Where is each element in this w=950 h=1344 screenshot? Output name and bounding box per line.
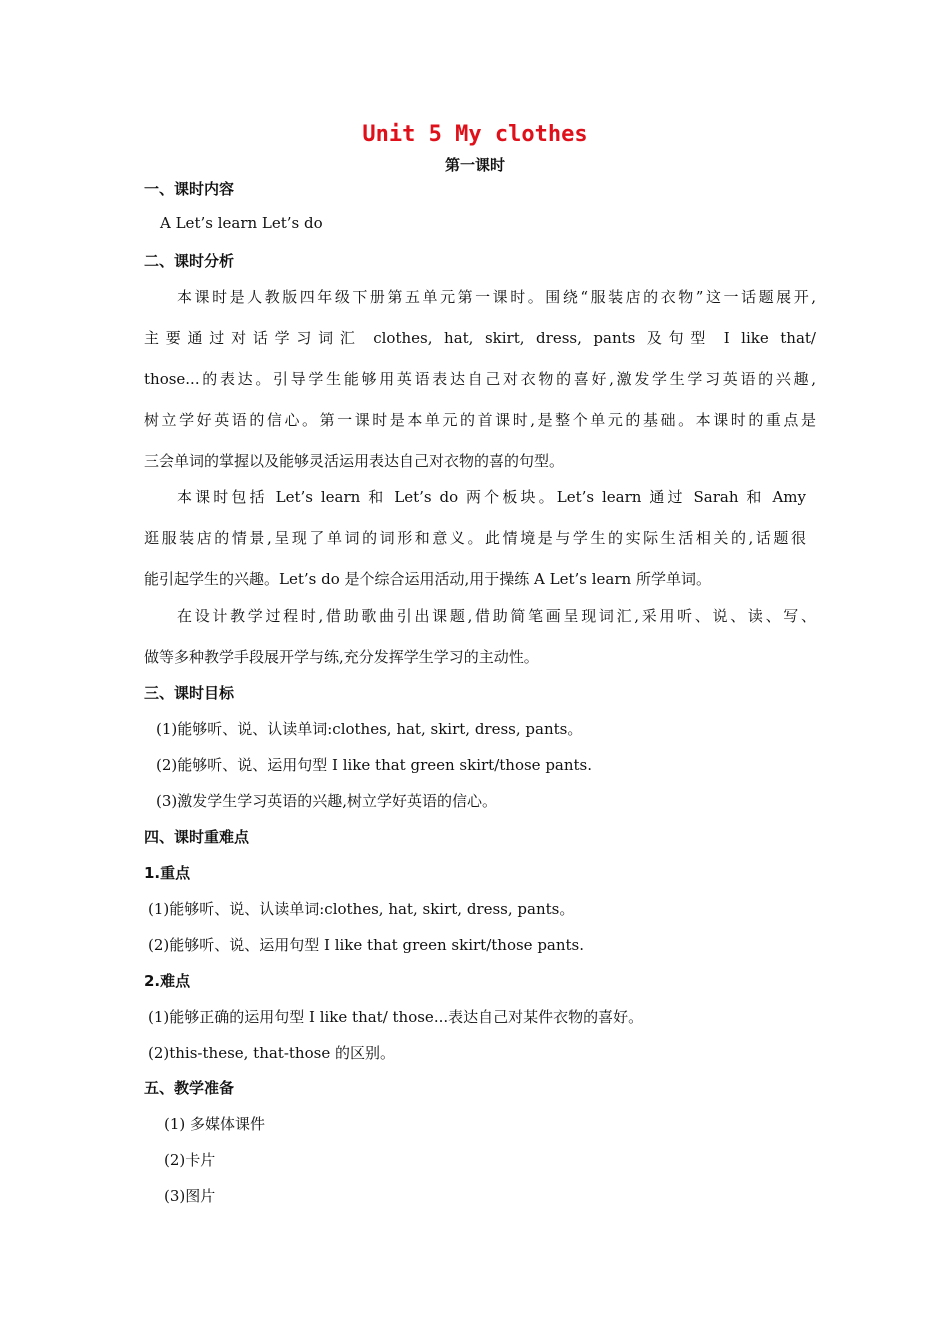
- key-points-heading: 1.重点: [144, 864, 191, 882]
- section-heading-analysis: 二、课时分析: [144, 252, 235, 270]
- preparation-item: (2)卡片: [164, 1151, 216, 1169]
- preparation-item: (1) 多媒体课件: [164, 1115, 266, 1133]
- section-heading-objectives: 三、课时目标: [144, 684, 235, 702]
- difficult-point-item: (2)this-these, that-those 的区别。: [148, 1044, 395, 1062]
- analysis-paragraph-line: 在设计教学过程时,借助歌曲引出课题,借助简笔画呈现词汇,采用听、说、读、写、: [177, 607, 816, 625]
- key-point-item: (1)能够听、说、认读单词:clothes, hat, skirt, dress, pants。: [148, 900, 575, 918]
- analysis-paragraph-line: 能引起学生的兴趣。Let’s do 是个综合运用活动,用于操练 A Let’s learn 所学单词。: [144, 570, 711, 588]
- objective-item: (1)能够听、说、认读单词:clothes, hat, skirt, dress, pants。: [156, 720, 583, 738]
- lesson-subtitle: 第一课时: [444, 156, 505, 174]
- section-heading-key-difficult: 四、课时重难点: [144, 828, 250, 846]
- key-point-item: (2)能够听、说、运用句型 I like that green skirt/those pants.: [148, 936, 585, 954]
- analysis-paragraph-line: 逛服装店的情景,呈现了单词的词形和意义。此情境是与学生的实际生活相关的,话题很: [144, 529, 806, 547]
- analysis-paragraph-line: those...的表达。引导学生能够用英语表达自己对衣物的喜好,激发学生学习英语的兴趣,: [144, 370, 816, 388]
- difficult-points-heading: 2.难点: [144, 972, 191, 990]
- objective-item: (2)能够听、说、运用句型 I like that green skirt/those pants.: [156, 756, 593, 774]
- document-title: Unit 5 My clothes: [362, 122, 588, 147]
- section-heading-content: 一、课时内容: [144, 180, 235, 198]
- lesson-content-text: A Let’s learn Let’s do: [160, 214, 323, 232]
- preparation-item: (3)图片: [164, 1187, 216, 1205]
- section-heading-preparation: 五、教学准备: [144, 1079, 235, 1097]
- objective-item: (3)激发学生学习英语的兴趣,树立学好英语的信心。: [156, 792, 498, 810]
- difficult-point-item: (1)能够正确的运用句型 I like that/ those...表达自己对某件衣物的喜好。: [148, 1008, 644, 1026]
- analysis-paragraph-line: 本课时是人教版四年级下册第五单元第一课时。围绕“服装店的衣物”这一话题展开,: [177, 288, 816, 306]
- analysis-paragraph-line: 本课时包括 Let’s learn 和 Let’s do 两个板块。Let’s learn 通过 Sarah 和 Amy: [177, 488, 806, 506]
- analysis-paragraph-line: 做等多种教学手段展开学与练,充分发挥学生学习的主动性。: [144, 648, 539, 666]
- analysis-paragraph-line: 树立学好英语的信心。第一课时是本单元的首课时,是整个单元的基础。本课时的重点是: [144, 411, 816, 429]
- analysis-paragraph-line: 主要通过对话学习词汇 clothes, hat, skirt, dress, pants 及句型 I like that/: [144, 329, 816, 347]
- analysis-paragraph-line: 三会单词的掌握以及能够灵活运用表达自己对衣物的喜的句型。: [144, 452, 565, 470]
